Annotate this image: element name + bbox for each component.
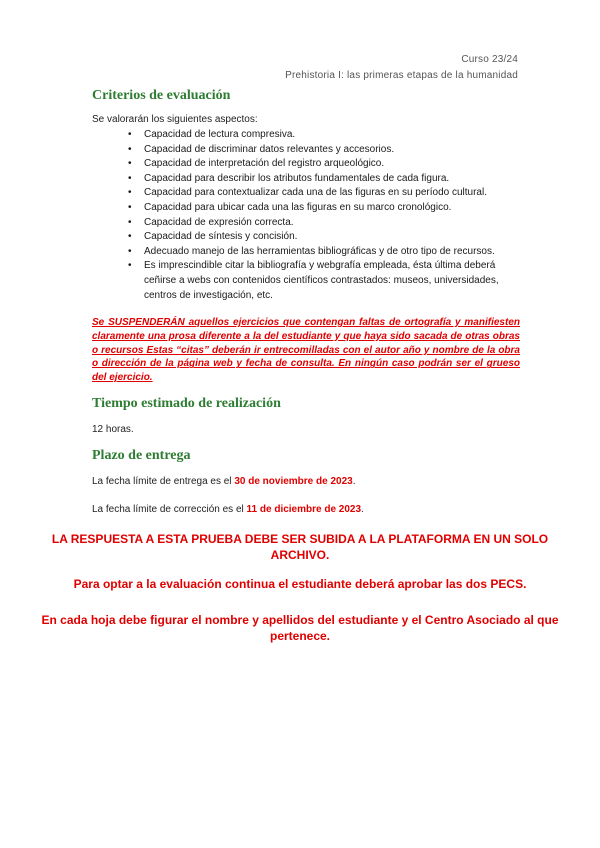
criterios-list [128,128,508,303]
entrega-prefix: La fecha límite de entrega es el [92,476,235,487]
notice-upload: LA RESPUESTA A ESTA PRUEBA DEBE SER SUBIDA A LA PLATAFORMA EN UN SOLO ARCHIVO. [51,532,549,562]
header-course: Curso 23/24 [461,54,518,65]
criterios-intro: Se valorarán los siguientes aspectos: [92,114,258,125]
list-item: • Capacidad para describir los atributos fundamentales de cada figura. [128,172,508,187]
plazo-correccion [92,504,364,515]
header-subject: Prehistoria I: las primeras etapas de la humanidad [285,70,518,81]
notice-evaluation: Para optar a la evaluación continua el estudiante deberá aprobar las dos PECS. [73,577,527,591]
correccion-prefix: La fecha límite de corrección es el [92,504,247,515]
list-item: • Adecuado manejo de las herramientas bibliográficas y de otro tipo de recursos. [128,245,508,260]
list-item: • Capacidad para contextualizar cada una de las figuras en su período cultural. [128,186,508,201]
list-item: • Capacidad de expresión correcta. [128,216,508,231]
plagiarism-warning: Se SUSPENDERÁN aquellos ejercicios que contengan faltas de ortografía y manifiesten claramente una prosa diferente a la del estudiante y que haya sido sacada de otras obras o recursos Estas “citas” deberán ir entrecomilladas con el autor año y nombre de la obra o dirección de la página web y fecha de consulta. En ningún caso podrán ser el grueso del ejercicio. [92,317,520,384]
list-item: • Capacidad de lectura compresiva. [128,128,508,143]
correccion-period: . [361,504,364,515]
notice-name: En cada hoja debe figurar el nombre y apellidos del estudiante y el Centro Asociado al que pertenece. [41,613,559,643]
list-item: • Capacidad de discriminar datos relevantes y accesorios. [128,143,508,158]
tiempo-heading: Tiempo estimado de realización [92,396,281,411]
criterios-heading: Criterios de evaluación [92,88,231,103]
list-item: • Capacidad de interpretación del registro arqueológico. [128,157,508,172]
entrega-period: . [352,476,356,487]
tiempo-value: 12 horas. [92,424,134,435]
list-item: • Capacidad de síntesis y concisión. [128,230,508,245]
list-item: • Capacidad para ubicar cada una las figuras en su marco cronológico. [128,201,508,216]
entrega-date: 30 de noviembre de 2023 [234,476,353,487]
list-item: • Es imprescindible citar la bibliografía y webgrafía empleada, ésta última deberá ceñirse a webs con contenidos científicos contrastados: museos, universidades, centros de investigación, etc. [128,259,508,303]
correccion-date: 11 de diciembre de 2023 [246,504,362,515]
plazo-entrega [92,476,356,487]
plazo-heading: Plazo de entrega [92,448,191,463]
